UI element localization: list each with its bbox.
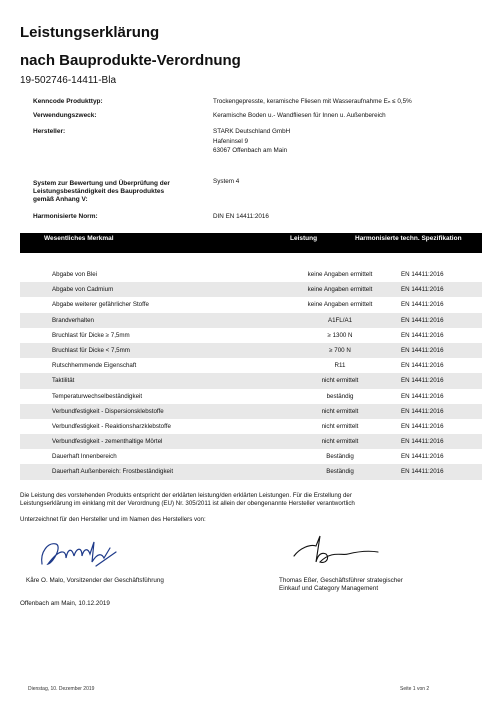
table-row: Abgabe weiterer gefährlicher Stoffe keine Angaben ermittelt EN 14411:2016 bbox=[52, 301, 444, 309]
signatory-line: Thomas Eßer, Geschäftsführer strategischer bbox=[279, 577, 403, 584]
document-number: 19-502746-14411-Bla bbox=[20, 75, 117, 86]
table-row: Temperaturwechselbeständigkeit beständig EN 14411:2016 bbox=[52, 392, 444, 400]
system-label-line: gemäß Anhang V: bbox=[33, 196, 88, 203]
table-row: Abgabe von Blei keine Angaben ermittelt EN 14411:2016 bbox=[52, 271, 444, 278]
info-value-system: System 4 bbox=[213, 178, 240, 185]
column-header-merkmal: Wesentliches Merkmal bbox=[44, 235, 114, 242]
table-row: Dauerhaft Innenbereich Beständig EN 14411:2016 bbox=[52, 453, 444, 461]
info-label-kenncode: Kenncode Produkttyp: bbox=[33, 98, 103, 105]
column-header-leistung: Leistung bbox=[290, 235, 318, 242]
table-row: Dauerhaft Außenbereich: Frostbeständigkeit Beständig EN 14411:2016 bbox=[20, 464, 482, 479]
info-value-norm: DIN EN 14411:2016 bbox=[213, 213, 269, 220]
table-header bbox=[20, 233, 482, 253]
info-label-hersteller: Hersteller: bbox=[33, 128, 66, 135]
page-number: Seite 1 von 2 bbox=[400, 686, 430, 692]
info-label-verwendungszweck: Verwendungszweck: bbox=[33, 112, 97, 119]
table-row: Abgabe von Cadmium keine Angaben ermittelt EN 14411:2016 bbox=[20, 282, 482, 297]
declaration-line: Die Leistung des vorstehenden Produkts entspricht der erklärten leistung/den erklärten Leistungen. Für die Erstellung der bbox=[20, 492, 352, 499]
table-row: Verbundfestigkeit - Reaktionsharzklebstoffe nicht ermittelt EN 14411:2016 bbox=[52, 422, 444, 430]
hersteller-line: 63067 Offenbach am Main bbox=[213, 147, 288, 154]
table-row: Bruchlast für Dicke < 7,5mm ≥ 700 N EN 14411:2016 bbox=[20, 343, 482, 358]
document-subtitle: nach Bauprodukte-Verordnung bbox=[20, 52, 241, 69]
info-label-system bbox=[33, 180, 170, 204]
table-row: Verbundfestigkeit - Dispersionsklebstoffe nicht ermittelt EN 14411:2016 bbox=[20, 404, 482, 419]
footer-date: Dienstag, 10. Dezember 2019 bbox=[28, 686, 95, 692]
signature-right bbox=[286, 530, 386, 570]
info-value-hersteller bbox=[213, 127, 290, 156]
table-row: Verbundfestigkeit - zementhaltige Mörtel nicht ermittelt EN 14411:2016 bbox=[20, 434, 482, 449]
document-title: Leistungserklärung bbox=[20, 24, 160, 41]
place-date: Offenbach am Main, 10.12.2019 bbox=[20, 600, 110, 607]
declaration-line: Leistungserklärung im einklang mit der Verordnung (EU) Nr. 305/2011 ist allein der obengenannte Hersteller verantwortlich bbox=[20, 500, 355, 507]
signatory-name-right bbox=[279, 577, 403, 593]
system-label-line: Leistungsbeständigkeit des Bauproduktes bbox=[33, 188, 165, 195]
hersteller-line: Hafeninsel 9 bbox=[213, 137, 249, 145]
signatory-line: Einkauf und Category Management bbox=[279, 585, 379, 592]
signature-left bbox=[36, 534, 126, 574]
system-label-line: System zur Bewertung und Überprüfung der bbox=[33, 180, 170, 187]
column-header-spezifikation: Harmonisierte techn. Spezifikation bbox=[355, 235, 462, 242]
info-value-kenncode: Trockengepresste, keramische Fliesen mit Wasseraufnahme Eₙ ≤ 0,5% bbox=[213, 98, 412, 105]
info-label-norm: Harmonisierte Norm: bbox=[33, 213, 98, 220]
table-row: Bruchlast für Dicke ≥ 7,5mm ≥ 1300 N EN 14411:2016 bbox=[52, 331, 444, 339]
declaration-text bbox=[20, 492, 490, 508]
table-row: Taktilität nicht ermittelt EN 14411:2016 bbox=[20, 373, 482, 388]
info-value-verwendungszweck: Keramische Boden u.- Wandfliesen für Innen u. Außenbereich bbox=[213, 112, 386, 119]
signatory-name-left: Kåre O. Malo, Vorsitzender der Geschäftsführung bbox=[26, 577, 164, 584]
performance-table bbox=[20, 267, 482, 480]
table-row: Rutschhemmende Eigenschaft R11 EN 14411:2016 bbox=[52, 362, 444, 370]
hersteller-line: STARK Deutschland GmbH bbox=[213, 128, 291, 135]
table-row: Brandverhalten A1FL/A1 EN 14411:2016 bbox=[20, 313, 482, 328]
signed-for-text: Unterzeichnet für den Hersteller und im Namen des Herstellers von: bbox=[20, 516, 206, 523]
